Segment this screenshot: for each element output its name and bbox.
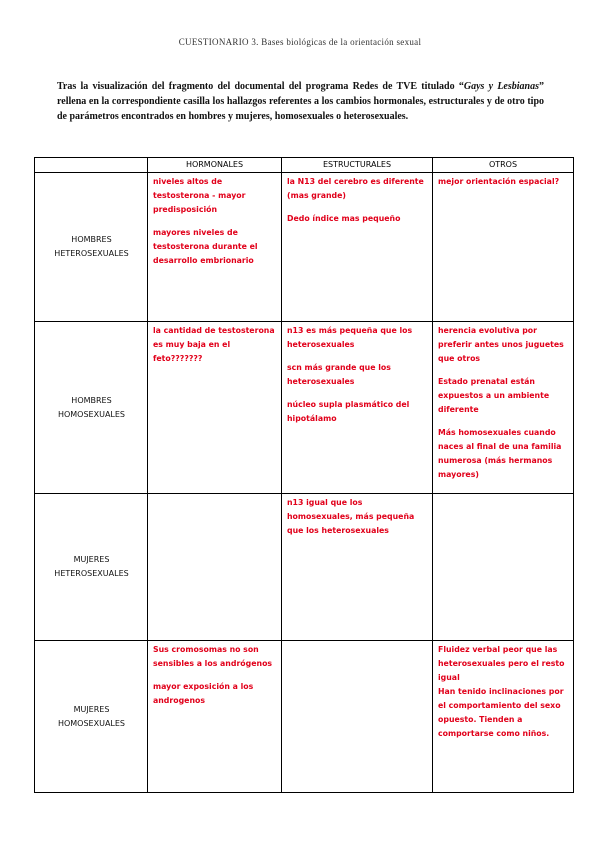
cell-entry: Más homosexuales cuando naces al final de una familia numerosa (más hermanos mayores) bbox=[438, 428, 562, 479]
cell-entry: Sus cromosomas no son sensibles a los andrógenos bbox=[153, 645, 273, 668]
row-label-mujeres-homosexuales bbox=[35, 641, 148, 793]
cell-otros[interactable] bbox=[433, 641, 574, 793]
instructions-paragraph bbox=[57, 79, 544, 124]
header-estructurales: ESTRUCTURALES bbox=[282, 158, 433, 173]
cell-entry: Estado prenatal están expuestos a un ambiente diferente bbox=[438, 377, 550, 414]
row-label-line: HETEROSEXUALES bbox=[54, 569, 129, 578]
cell-entry: n13 igual que los homosexuales, más pequeña que los heterosexuales bbox=[287, 498, 415, 535]
findings-table bbox=[34, 157, 574, 793]
header-corner bbox=[35, 158, 148, 173]
cell-entry: herencia evolutiva por preferir antes unos juguetes que otros bbox=[438, 326, 564, 363]
intro-text-start: Tras la visualización del fragmento del documental del programa Redes de TVE titulado “ bbox=[57, 81, 464, 92]
cell-estructurales[interactable] bbox=[282, 494, 433, 641]
cell-entry: mejor orientación espacial? bbox=[438, 177, 560, 186]
header-otros: OTROS bbox=[433, 158, 574, 173]
row-label-line: MUJERES bbox=[73, 555, 110, 564]
cell-otros[interactable] bbox=[433, 173, 574, 322]
row-label-hombres-homosexuales bbox=[35, 322, 148, 494]
cell-estructurales[interactable] bbox=[282, 322, 433, 494]
cell-entry: la cantidad de testosterona es muy baja en el feto??????? bbox=[153, 326, 275, 363]
cell-entry: mayores niveles de testosterona durante el desarrollo embrionario bbox=[153, 228, 258, 265]
table-row bbox=[35, 494, 574, 641]
page-title: CUESTIONARIO 3. Bases biológicas de la orientación sexual bbox=[178, 37, 422, 47]
cell-entry: scn más grande que los heterosexuales bbox=[287, 363, 391, 386]
cell-entry: la N13 del cerebro es diferente (mas grande) bbox=[287, 177, 424, 200]
cell-hormonales[interactable] bbox=[148, 641, 282, 793]
row-label-line: HETEROSEXUALES bbox=[54, 249, 129, 258]
cell-entry: n13 es más pequeña que los heterosexuales bbox=[287, 326, 413, 349]
cell-hormonales[interactable] bbox=[148, 322, 282, 494]
cell-hormonales[interactable] bbox=[148, 173, 282, 322]
header-hormonales: HORMONALES bbox=[148, 158, 282, 173]
row-label-line: HOMBRES bbox=[71, 395, 112, 405]
cell-entry: niveles altos de testosterona - mayor predisposición bbox=[153, 177, 246, 214]
intro-text-end: ” rellena en la correspondiente casilla los hallazgos referentes a los cambios hormonales, estructurales y de otro tipo de parámetros encontrados en hombres y mujeres, homosexuales o heterosexuales. bbox=[57, 81, 544, 122]
cell-estructurales[interactable] bbox=[282, 173, 433, 322]
cell-entry: Han tenido inclinaciones por el comportamiento del sexo opuesto. Tienden a comportarse como niños. bbox=[438, 687, 564, 738]
cell-otros[interactable] bbox=[433, 322, 574, 494]
cell-otros[interactable] bbox=[433, 494, 574, 641]
row-label-line: HOMBRES bbox=[71, 235, 112, 244]
cell-entry: Dedo índice mas pequeño bbox=[287, 214, 401, 223]
documentary-title: Gays y Lesbianas bbox=[463, 81, 539, 92]
table-header-row bbox=[35, 158, 574, 173]
table-row bbox=[35, 322, 574, 494]
cell-entry: Fluidez verbal peor que las heterosexuales pero el resto igual bbox=[438, 645, 565, 682]
cell-entry: núcleo supla plasmático del hipotálamo bbox=[287, 400, 410, 423]
table-row bbox=[35, 173, 574, 322]
table-row bbox=[35, 641, 574, 793]
cell-hormonales[interactable] bbox=[148, 494, 282, 641]
row-label-line: HOMOSEXUALES bbox=[57, 718, 126, 728]
row-label-line: MUJERES bbox=[73, 704, 110, 714]
row-label-hombres-heterosexuales bbox=[35, 173, 148, 322]
cell-estructurales[interactable] bbox=[282, 641, 433, 793]
row-label-line: HOMOSEXUALES bbox=[57, 409, 126, 419]
cell-entry: mayor exposición a los androgenos bbox=[153, 682, 254, 705]
row-label-mujeres-heterosexuales bbox=[35, 494, 148, 641]
